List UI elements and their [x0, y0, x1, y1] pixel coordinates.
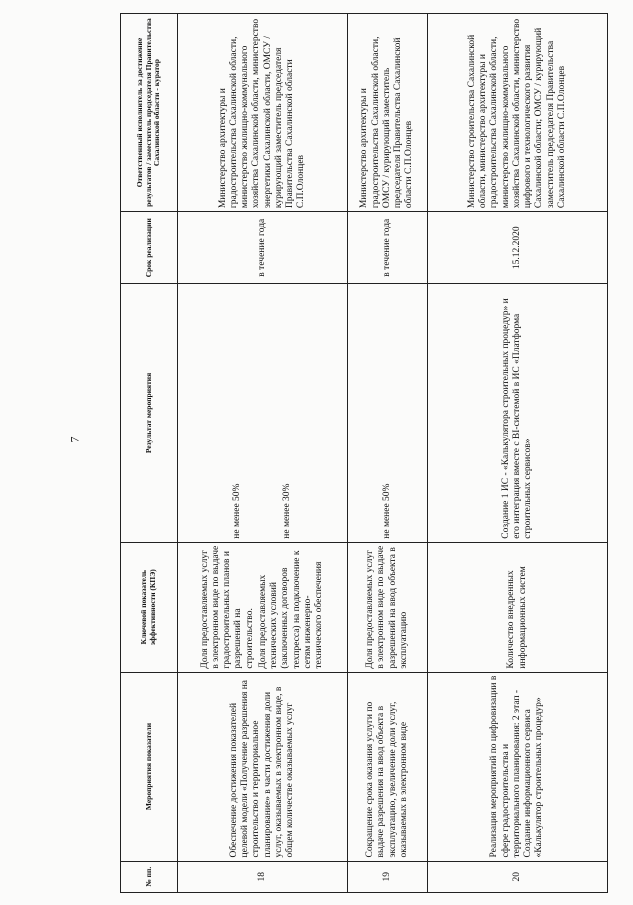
row-num: 20	[428, 861, 608, 892]
header-num: № пп.	[121, 861, 178, 892]
row-num: 19	[348, 861, 428, 892]
page-number: 7	[67, 436, 82, 443]
header-term: Срок реализации	[121, 212, 178, 284]
table-row	[428, 14, 608, 893]
kpi-item: Доля предоставляемых технических условий (заключенных договоров техпресса) на подключение к сетям инженерно-технического обеспечения	[257, 550, 324, 669]
row-name: Обеспечение достижения показателей целевой модели «Получение разрешения на строительство и территориальное планирование» в части достижения доли услуг, оказываемых в электронном виде, в общем количестве оказываемых услуг	[178, 672, 348, 861]
row-executor: Министерство архитектуры и градостроительства Сахалинской области, ОМСУ / курирующий заместитель председателя Правительства Сахалинской области С.П.Олонцев	[348, 14, 428, 212]
kpi-item: Доля предоставляемых услуг в электронном виде по выдаче градостроительных планов и разрешений на строительство.	[199, 545, 255, 669]
row-kpi: Доля предоставляемых услуг в электронном виде по выдаче разрешений на ввод объекта в эксплуатацию	[348, 542, 428, 672]
rotated-table-frame	[120, 13, 620, 893]
header-name: Мероприятия показатели	[121, 672, 178, 861]
header-kpi: Ключевой показатель эффективности (КПЭ)	[121, 542, 178, 672]
table-header-row	[121, 14, 178, 893]
row-term: в течение года	[348, 212, 428, 284]
row-kpi	[178, 542, 348, 672]
row-term: 15.12.2020	[428, 212, 608, 284]
header-executor: Ответственный исполнитель за достижение результатов / заместитель председателя Правительства Сахалинской области - куратор	[121, 14, 178, 212]
row-kpi: Количество внедренных информационных систем	[428, 542, 608, 672]
row-num: 18	[178, 861, 348, 892]
row-result: Создание 1 ИС - «Калькулятора строительных процедур» и его интеграция вместе с BI-системой в ИС «Платформа строительных сервисов»	[428, 284, 608, 542]
plan-table	[120, 13, 608, 893]
result-item: не менее 50%	[232, 483, 243, 539]
row-executor: Министерство архитектуры и градостроительства Сахалинской области, министерство жилищно-коммунального хозяйства Сахалинской области, министерство энергетики Сахалинской области, ОМСУ / курирующий заместитель председателя Правительства Сахалинской области С.П.Олонцев	[178, 14, 348, 212]
row-name: Реализация мероприятий по цифровизации в сфере градостроительства и территориального планирования: 2 этап - Создание информационного сервиса «Калькулятор строительных процедур»	[428, 672, 608, 861]
header-result: Результат мероприятия	[121, 284, 178, 542]
row-name: Сокращение срока оказания услуги по выдаче разрешения на ввод объекта в эксплуатацию, увеличение доли услуг, оказываемых в электронном виде	[348, 672, 428, 861]
row-result: не менее 50%	[348, 284, 428, 542]
table-row	[178, 14, 348, 893]
term-value: в течение года	[256, 218, 267, 277]
row-result	[178, 284, 348, 542]
row-term	[178, 212, 348, 284]
row-executor: Министерство строительства Сахалинской области, министерство архитектуры и градостроительства Сахалинской области, министерство жилищно-коммунального хозяйства Сахалинской области, министерство цифрового и технологического развития Сахалинской области; ОМСУ / курирующий заместитель председателя Правительства Сахалинской области С.П.Олонцев	[428, 14, 608, 212]
table-row	[348, 14, 428, 893]
result-item: не менее 30%	[281, 483, 292, 539]
